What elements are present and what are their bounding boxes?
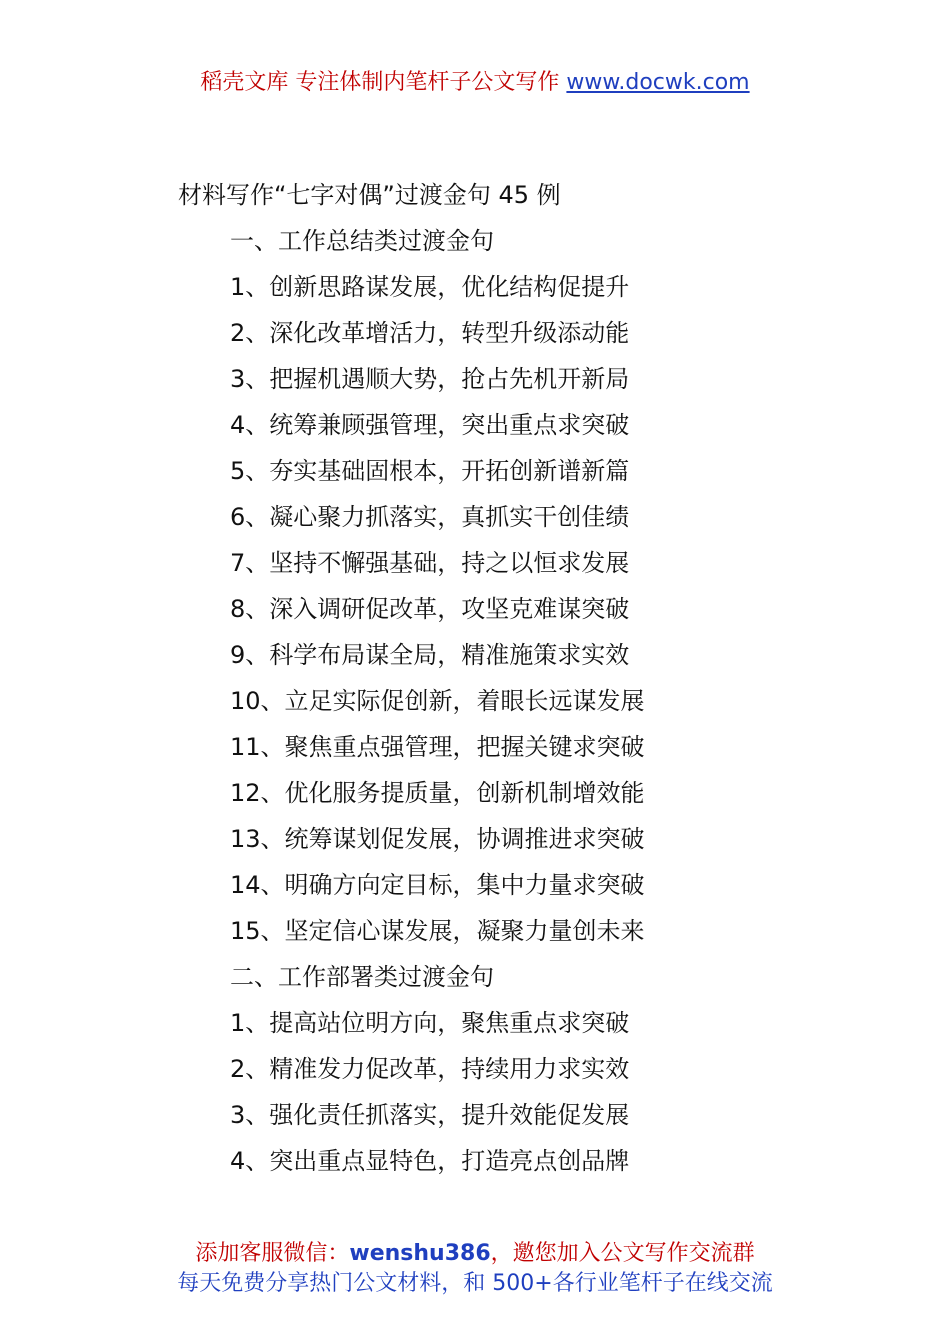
list-item: 7、坚持不懈强基础，持之以恒求发展: [230, 549, 630, 577]
list-item: 4、突出重点显特色，打造亮点创品牌: [230, 1147, 630, 1175]
list-item: 11、聚焦重点强管理，把握关键求突破: [230, 733, 645, 761]
website-link[interactable]: www.docwk.com: [566, 70, 750, 95]
list-item: 2、精准发力促改革，持续用力求实效: [230, 1055, 630, 1083]
list-item: 2、深化改革增活力，转型升级添动能: [230, 319, 630, 347]
list-item: 10、立足实际促创新，着眼长远谋发展: [230, 687, 645, 715]
list-item: 4、统筹兼顾强管理，突出重点求突破: [230, 411, 630, 439]
document-title: 材料写作“七字对偶”过渡金句 45 例: [178, 181, 561, 209]
footer-suffix: ，邀您加入公文写作交流群: [490, 1241, 755, 1266]
list-item: 9、科学布局谋全局，精准施策求实效: [230, 641, 630, 669]
section-heading: 二、工作部署类过渡金句: [230, 963, 494, 991]
list-item: 3、强化责任抓落实，提升效能促发展: [230, 1101, 630, 1129]
list-item: 14、明确方向定目标，集中力量求突破: [230, 871, 645, 899]
list-item: 8、深入调研促改革，攻坚克难谋突破: [230, 595, 630, 623]
list-item: 15、坚定信心谋发展，凝聚力量创未来: [230, 917, 645, 945]
list-item: 3、把握机遇顺大势，抢占先机开新局: [230, 365, 630, 393]
header-brand-text: 稻壳文库 专注体制内笔杆子公文写作: [200, 70, 567, 95]
page-header: [0, 68, 950, 98]
list-item: 1、提高站位明方向，聚焦重点求突破: [230, 1009, 630, 1037]
footer-promo-line: 每天免费分享热门公文材料，和 500+各行业笔杆子在线交流: [177, 1271, 773, 1296]
list-item: 6、凝心聚力抓落实，真抓实干创佳绩: [230, 503, 630, 531]
footer-contact-line: [0, 1239, 950, 1269]
wechat-id: wenshu386: [349, 1241, 491, 1266]
section-heading: 一、工作总结类过渡金句: [230, 227, 494, 255]
list-item: 1、创新思路谋发展，优化结构促提升: [230, 273, 630, 301]
list-item: 13、统筹谋划促发展，协调推进求突破: [230, 825, 645, 853]
footer-prefix: 添加客服微信：: [195, 1241, 350, 1266]
list-item: 12、优化服务提质量，创新机制增效能: [230, 779, 645, 807]
list-item: 5、夯实基础固根本，开拓创新谱新篇: [230, 457, 630, 485]
